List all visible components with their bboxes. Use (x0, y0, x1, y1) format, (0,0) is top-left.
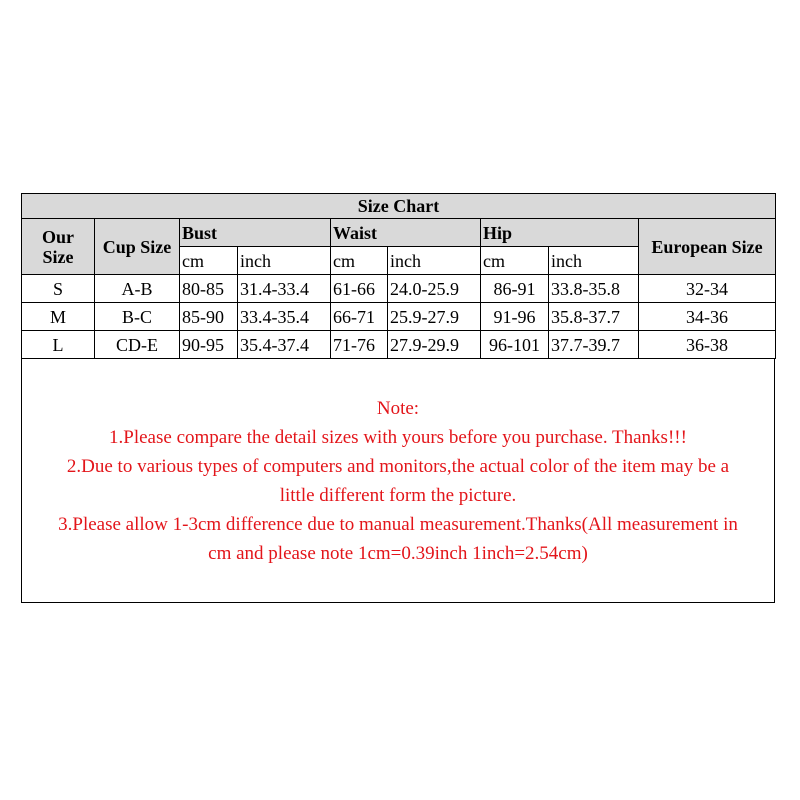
cell-hip-inch: 37.7-39.7 (549, 331, 639, 359)
cell-hip-cm: 96-101 (481, 331, 549, 359)
subheader-bust-cm: cm (180, 247, 238, 275)
cell-hip-cm: 86-91 (481, 275, 549, 303)
subheader-hip-cm: cm (481, 247, 549, 275)
size-chart (21, 193, 775, 603)
cell-cup: B-C (95, 303, 180, 331)
cell-hip-inch: 33.8-35.8 (549, 275, 639, 303)
table-row (22, 275, 776, 303)
note-line-5: cm and please note 1cm=0.39inch 1inch=2.54cm) (208, 542, 588, 564)
cell-bust-cm: 80-85 (180, 275, 238, 303)
cell-bust-inch: 35.4-37.4 (238, 331, 331, 359)
cell-size: M (22, 303, 95, 331)
cell-waist-inch: 27.9-29.9 (388, 331, 481, 359)
cell-size: L (22, 331, 95, 359)
note-heading: Note: (376, 397, 420, 419)
cell-bust-inch: 33.4-35.4 (238, 303, 331, 331)
subheader-hip-inch: inch (549, 247, 639, 275)
cell-bust-cm: 85-90 (180, 303, 238, 331)
subheader-waist-cm: cm (331, 247, 388, 275)
header-hip: Hip (481, 219, 639, 247)
header-bust: Bust (180, 219, 331, 247)
note-text (56, 394, 740, 568)
cell-cup: A-B (95, 275, 180, 303)
table-row (22, 331, 776, 359)
subheader-bust-inch: inch (238, 247, 331, 275)
header-cup-size: Cup Size (95, 219, 180, 275)
size-chart-table (21, 193, 776, 359)
cell-hip-cm: 91-96 (481, 303, 549, 331)
cell-waist-cm: 61-66 (331, 275, 388, 303)
note-line-3: little different form the picture. (279, 484, 517, 506)
note-line-1: 1.Please compare the detail sizes with yours before you purchase. Thanks!!! (109, 426, 687, 448)
cell-waist-cm: 71-76 (331, 331, 388, 359)
cell-bust-cm: 90-95 (180, 331, 238, 359)
table-title: Size Chart (22, 194, 776, 219)
cell-european: 32-34 (639, 275, 776, 303)
header-our-size: Our Size (22, 219, 95, 275)
cell-bust-inch: 31.4-33.4 (238, 275, 331, 303)
note-box (21, 359, 775, 603)
subheader-waist-inch: inch (388, 247, 481, 275)
cell-waist-cm: 66-71 (331, 303, 388, 331)
note-line-2: 2.Due to various types of computers and monitors,the actual color of the item may be a (66, 455, 730, 477)
cell-european: 34-36 (639, 303, 776, 331)
cell-waist-inch: 24.0-25.9 (388, 275, 481, 303)
cell-hip-inch: 35.8-37.7 (549, 303, 639, 331)
cell-cup: CD-E (95, 331, 180, 359)
note-line-4: 3.Please allow 1-3cm difference due to manual measurement.Thanks(All measurement in (58, 513, 738, 535)
table-row (22, 303, 776, 331)
header-waist: Waist (331, 219, 481, 247)
header-european-size: European Size (639, 219, 776, 275)
cell-waist-inch: 25.9-27.9 (388, 303, 481, 331)
cell-european: 36-38 (639, 331, 776, 359)
cell-size: S (22, 275, 95, 303)
